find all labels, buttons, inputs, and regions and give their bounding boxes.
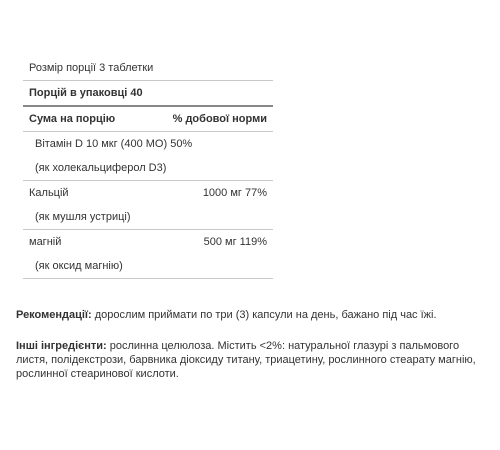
servings-per-container-row [23,81,273,107]
vitamin-d-source-row [23,156,273,181]
calcium-source-row [23,205,273,230]
magnesium-value: 500 мг 119% [203,236,267,248]
magnesium-source-row [23,254,273,279]
vitamin-d-text: Вітамін D 10 мкг (400 МО) 50% [35,138,193,150]
recommendations-text: дорослим приймати по три (3) капсули на день, бажано під час їжі. [91,309,437,321]
calcium-name: Кальцій [29,187,69,199]
calcium-row [23,181,273,206]
recommendations-paragraph [16,308,486,322]
servings-per-container: Порцій в упаковці 40 [23,81,273,107]
header-amount: Сума на порцію [23,106,143,132]
table-header-row [23,106,273,132]
calcium-value: 1000 мг 77% [202,187,267,199]
vitamin-d-source: (як холекальциферол D3) [23,156,273,181]
serving-size-row [23,56,273,81]
magnesium-source: (як оксид магнію) [23,254,273,279]
vitamin-d-row [23,132,273,157]
calcium-source: (як мушля устриці) [23,205,273,230]
header-daily-value: % добової норми [143,106,273,132]
magnesium-name: магній [29,236,62,248]
other-ingredients-paragraph [16,339,486,381]
other-ingredients-text: рослинна целюлоза. Містить <2%: натуральної глазурі з пальмового листя, полідекстрози, барвника діоксиду титану, триацетину, рослинного стеарату магнію, рослинної стеаринової кислоти. [16,340,476,380]
other-ingredients-label: Інші інгредієнти: [16,340,107,352]
supplement-facts-table [23,56,273,279]
magnesium-row [23,230,273,255]
recommendations-label: Рекомендації: [16,309,92,321]
serving-size: Розмір порції 3 таблетки [23,56,273,81]
